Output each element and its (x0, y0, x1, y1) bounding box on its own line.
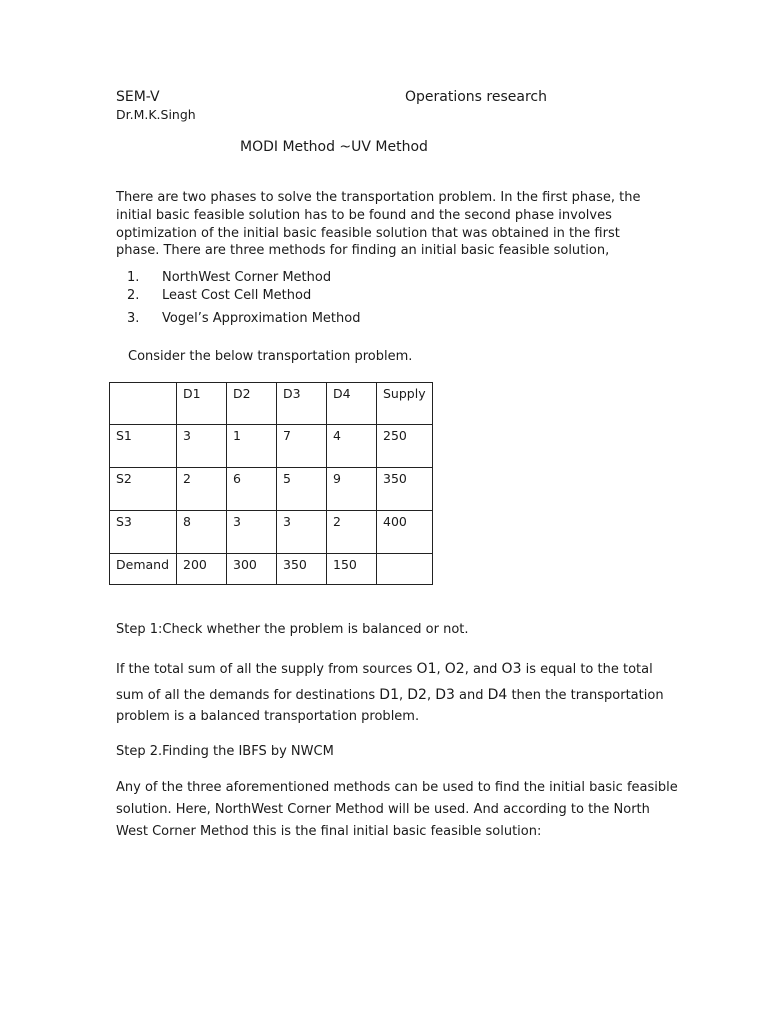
table-header-cell: D4 (327, 383, 377, 425)
table-cell: 400 (377, 511, 433, 554)
table-cell: 7 (277, 425, 327, 468)
table-header-cell (110, 383, 177, 425)
separator: , (426, 688, 436, 703)
semester-label: SEM-V (116, 89, 160, 105)
list-item: Vogel’s Approximation Method (162, 311, 361, 326)
table-cell (377, 554, 433, 585)
ibfs-line-3: West Corner Method this is the final initial basic feasible solution: (116, 824, 542, 839)
table-cell: 4 (327, 425, 377, 468)
table-header-cell: Supply (377, 383, 433, 425)
table-cell: 8 (177, 511, 227, 554)
table-row (110, 554, 433, 585)
balanced-line-3: problem is a balanced transportation problem. (116, 709, 420, 724)
ibfs-line-1: Any of the three aforementioned methods can be used to find the initial basic feasible (116, 780, 678, 795)
destination-symbol: D4 (487, 687, 508, 703)
table-row (110, 468, 433, 511)
table-header-cell: D2 (227, 383, 277, 425)
balanced-text: sum of all the demands for destinations (116, 688, 380, 703)
destination-symbol: D3 (435, 687, 455, 703)
step1-heading: Step 1:Check whether the problem is balanced or not. (116, 622, 469, 637)
balanced-text: is equal to the total (521, 662, 653, 677)
balanced-line-2 (116, 687, 664, 703)
table-row (110, 511, 433, 554)
table-header-row (110, 383, 433, 425)
source-symbol: O1 (416, 661, 437, 677)
balanced-line-1 (116, 661, 653, 677)
table-cell: 3 (227, 511, 277, 554)
list-number: 3. (127, 311, 140, 326)
table-cell: 5 (277, 468, 327, 511)
table-cell: 3 (177, 425, 227, 468)
table-cell: S3 (110, 511, 177, 554)
table-cell: Demand (110, 554, 177, 585)
separator: , (398, 688, 408, 703)
table-cell: 200 (177, 554, 227, 585)
table-cell: 350 (277, 554, 327, 585)
balanced-text: If the total sum of all the supply from sources (116, 662, 417, 677)
separator: , and (464, 662, 502, 677)
course-title: Operations research (405, 89, 547, 105)
separator: and (454, 688, 488, 703)
author-name: Dr.M.K.Singh (116, 107, 196, 122)
balanced-text: then the transportation (507, 688, 664, 703)
table-cell: 3 (277, 511, 327, 554)
table-cell: 9 (327, 468, 377, 511)
table-cell: 2 (327, 511, 377, 554)
table-cell: 300 (227, 554, 277, 585)
separator: , (436, 662, 445, 677)
destination-symbol: D2 (407, 687, 427, 703)
table-cell: 250 (377, 425, 433, 468)
source-symbol: O2 (444, 661, 465, 677)
ibfs-line-2: solution. Here, NorthWest Corner Method will be used. And according to the North (116, 802, 650, 817)
table-cell: 150 (327, 554, 377, 585)
list-number: 1. (127, 270, 140, 285)
list-number: 2. (127, 288, 140, 303)
transportation-table (109, 382, 433, 585)
source-symbol: O3 (501, 661, 522, 677)
step2-heading: Step 2.Finding the IBFS by NWCM (116, 744, 334, 759)
table-cell: 350 (377, 468, 433, 511)
list-item: NorthWest Corner Method (162, 270, 332, 285)
table-cell: 2 (177, 468, 227, 511)
table-cell: S1 (110, 425, 177, 468)
table-row (110, 425, 433, 468)
table-cell: S2 (110, 468, 177, 511)
page-title: MODI Method ~UV Method (240, 139, 428, 155)
destination-symbol: D1 (379, 687, 399, 703)
table-cell: 1 (227, 425, 277, 468)
list-item: Least Cost Cell Method (162, 288, 312, 303)
table-cell: 6 (227, 468, 277, 511)
table-header-cell: D3 (277, 383, 327, 425)
table-header-cell: D1 (177, 383, 227, 425)
consider-line: Consider the below transportation problem. (128, 349, 413, 364)
intro-paragraph: There are two phases to solve the transportation problem. In the first phase, the initial basic feasible solution has to be found and the second phase involves optimization of the initial basic feasible solution that was obtained in the first phase. There are three methods for finding an initial basic feasible solution, (116, 190, 641, 259)
